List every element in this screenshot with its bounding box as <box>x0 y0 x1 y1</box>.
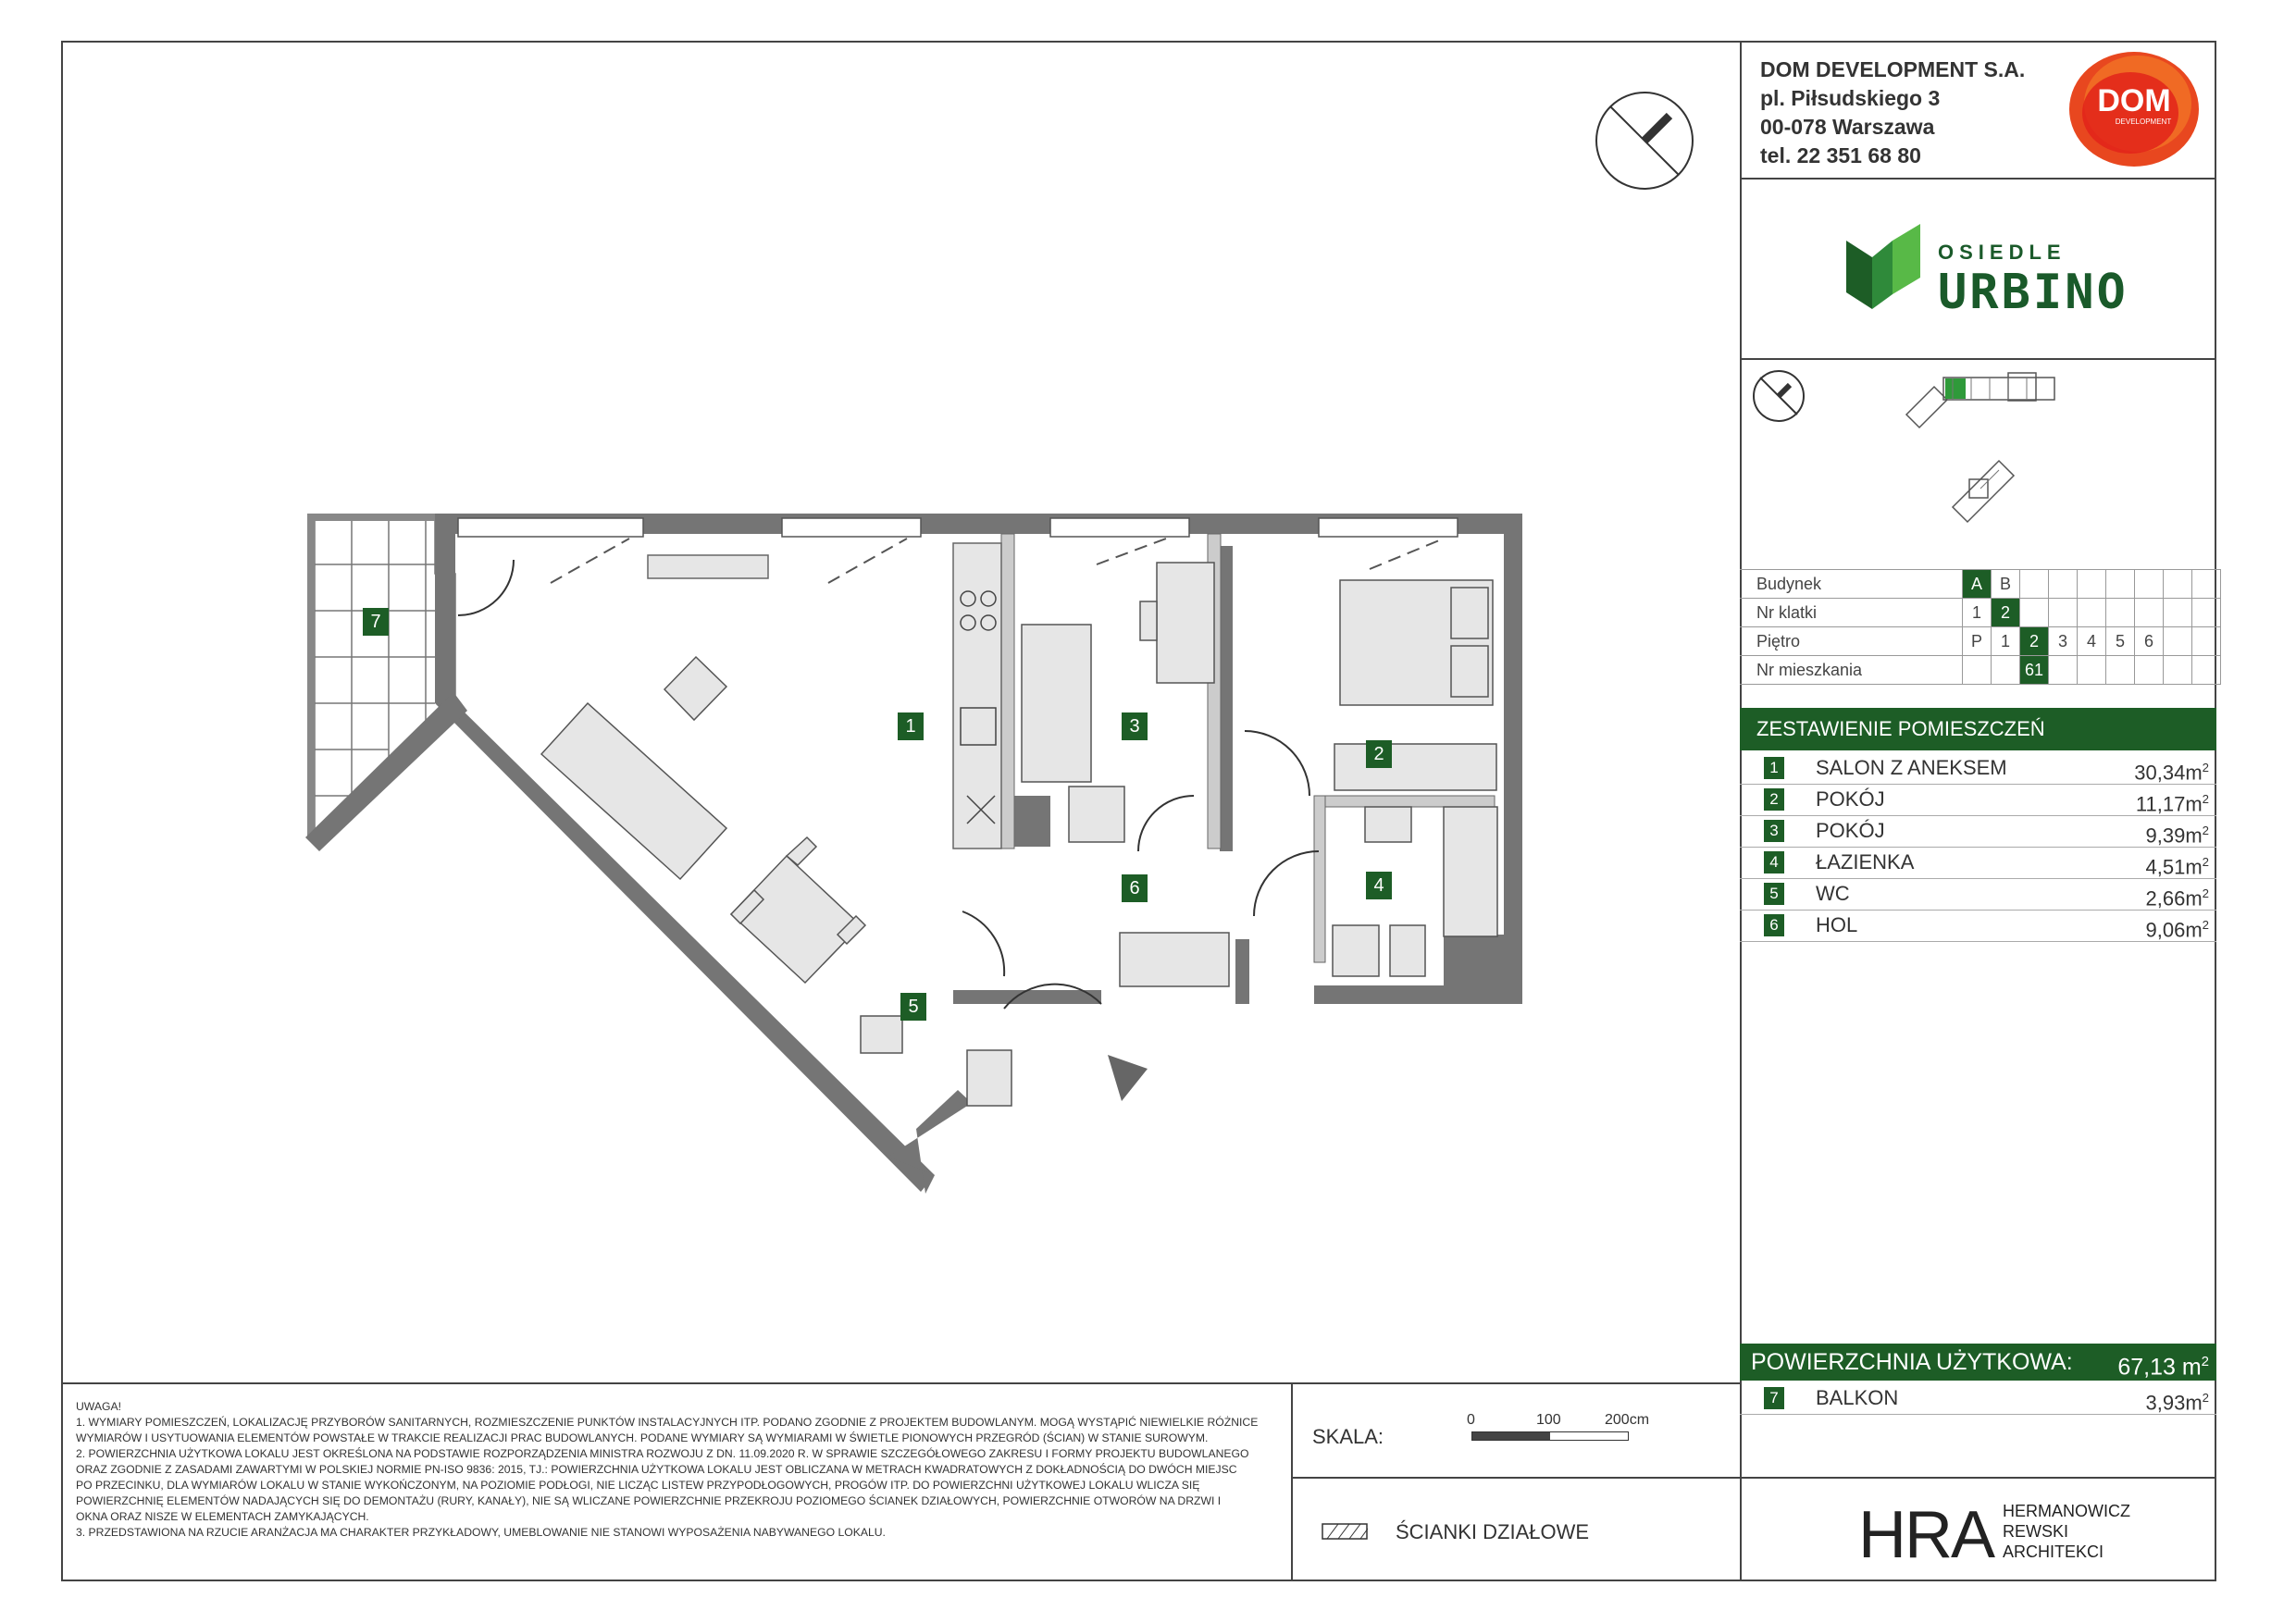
info-cell <box>1992 656 2020 685</box>
room-number: 6 <box>1764 914 1784 936</box>
balcony-area <box>315 518 455 837</box>
company-address2: 00-078 Warszawa <box>1760 115 1935 139</box>
room-area: $4,51m^2$ <box>2145 855 2209 879</box>
info-cell: B <box>1992 570 2020 599</box>
info-cell <box>2106 570 2135 599</box>
room-name: ŁAZIENKA <box>1816 850 1915 873</box>
usable-area-value: 67,13 $m^2$ <box>2117 1354 2209 1381</box>
scale-tick-0: 0 <box>1467 1412 1475 1428</box>
room-name: HOL <box>1816 913 1858 936</box>
plan-label-6: 6 <box>1122 874 1148 902</box>
info-cell <box>2135 570 2164 599</box>
info-cell <box>2192 599 2221 627</box>
partition-wall-legend-icon <box>1322 1523 1368 1544</box>
info-cell <box>2164 599 2192 627</box>
info-cell <box>2106 656 2135 685</box>
info-cell <box>2020 570 2049 599</box>
note-line: 3. PRZEDSTAWIONA NA RZUCIE ARANŻACJA MA CHARAKTER PRZYKŁADOWY, UMEBLOWANIE NIE STANOWI WYPOSAŻENIA NABYWANEGO LOKALU. <box>76 1526 886 1539</box>
usable-area-label: POWIERZCHNIA UŻYTKOWA: <box>1751 1349 2073 1375</box>
scale-label: SKALA: <box>1312 1425 1384 1448</box>
divider <box>1740 178 2216 180</box>
info-cell <box>2106 599 2135 627</box>
room-area: $11,17m^2$ <box>2135 792 2209 816</box>
info-cell: 2 <box>2020 627 2049 656</box>
company-name: DOM DEVELOPMENT S.A. <box>1760 57 2026 81</box>
info-cell: P <box>1963 627 1992 656</box>
info-cell <box>2164 570 2192 599</box>
plan-label-1: 1 <box>898 712 924 740</box>
info-row <box>1740 656 2221 685</box>
logo-osiedle: OSIEDLE <box>1938 241 2066 264</box>
building-key-plan <box>1897 368 2101 530</box>
room-area: $9,06m^2$ <box>2145 918 2209 942</box>
room-row <box>1740 815 2216 848</box>
compass-small-icon <box>1751 368 1806 428</box>
scale-tick-100: 100 <box>1536 1412 1561 1428</box>
room-row <box>1740 878 2216 911</box>
info-cell <box>2078 570 2106 599</box>
notes-vdivider <box>1291 1382 1293 1581</box>
info-cell <box>1963 656 1992 685</box>
info-cell: 5 <box>2106 627 2135 656</box>
urbino-logo-mark <box>1846 220 1920 314</box>
room-name: POKÓJ <box>1816 819 1885 842</box>
urbino-logo-text <box>1938 241 2128 320</box>
room-name: POKÓJ <box>1816 787 1885 811</box>
info-cell <box>2164 627 2192 656</box>
room-row <box>1740 910 2216 942</box>
info-cell: 3 <box>2049 627 2078 656</box>
info-row-label: Budynek <box>1740 570 1963 599</box>
apartment-info-table <box>1740 569 2221 685</box>
company-address1: pl. Piłsudskiego 3 <box>1760 86 1941 110</box>
info-cell: 1 <box>1963 599 1992 627</box>
note-line: WYMIARÓW I USYTUOWANIA ELEMENTÓW POWSTAŁE W TRAKCIE REALIZACJI PRAC BUDOWLANYCH. PODANE WYMIARY SĄ WYMIARAMI W ŚWIETLE PIONOWYCH PRZEGRÓD (ŚCIAN) W STANIE SUROWYM. <box>76 1431 1209 1444</box>
info-cell: 2 <box>1992 599 2020 627</box>
info-row-label: Nr klatki <box>1740 599 1963 627</box>
plan-label-4: 4 <box>1366 872 1392 899</box>
info-cell <box>2020 599 2049 627</box>
architect-name: HERMANOWICZ REWSKI ARCHITEKCI <box>2003 1502 2130 1561</box>
info-cell <box>2078 656 2106 685</box>
plan-label-5: 5 <box>900 993 926 1021</box>
info-cell <box>2135 599 2164 627</box>
note-line: PO PRZECINKU, DLA WYMIARÓW LOKALU W STANIE WYKOŃCZONYM, NA POZIOMIE PODŁOGI, NIE LICZĄC LISTEW PRZYPODŁOGOWYCH, PROGÓW ITP. DO POWIERZCHNI UŻYTKOWEJ LOKALU WLICZA SIĘ <box>76 1479 1200 1492</box>
info-cell <box>2192 656 2221 685</box>
info-cell <box>2192 570 2221 599</box>
note-line: UWAGA! <box>76 1400 121 1413</box>
info-row <box>1740 570 2221 599</box>
plan-label-3: 3 <box>1122 712 1148 740</box>
balcony-name: BALKON <box>1816 1386 1899 1409</box>
plan-label-7: 7 <box>363 608 389 636</box>
room-number: 2 <box>1764 788 1784 811</box>
divider <box>1740 1477 2216 1479</box>
info-cell: 61 <box>2020 656 2049 685</box>
info-cell <box>2049 570 2078 599</box>
dom-logo <box>2066 48 2203 168</box>
room-row <box>1740 752 2216 785</box>
info-cell <box>2049 599 2078 627</box>
info-row-label: Nr mieszkania <box>1740 656 1963 685</box>
info-row <box>1740 627 2221 656</box>
room-row <box>1740 784 2216 816</box>
legend-label: ŚCIANKI DZIAŁOWE <box>1396 1520 1590 1543</box>
info-cell: 6 <box>2135 627 2164 656</box>
notes-block <box>76 1399 1279 1541</box>
balcony-row <box>1740 1382 2216 1415</box>
room-number: 5 <box>1764 883 1784 905</box>
architect-logo: HRA <box>1858 1498 1994 1572</box>
info-cell <box>2078 599 2106 627</box>
info-cell <box>2164 656 2192 685</box>
info-cell: A <box>1963 570 1992 599</box>
logo-urbino: URBINO <box>1938 265 2128 320</box>
dom-logo-text: DOM <box>2097 83 2171 118</box>
company-info <box>1760 56 2025 170</box>
room-row <box>1740 847 2216 879</box>
room-name: SALON Z ANEKSEM <box>1816 756 2007 779</box>
room-area: $2,66m^2$ <box>2145 886 2209 911</box>
balcony-number: 7 <box>1764 1387 1784 1409</box>
info-cell <box>2049 656 2078 685</box>
room-number: 3 <box>1764 820 1784 842</box>
info-row-label: Piętro <box>1740 627 1963 656</box>
note-line: POWIERZCHNIĘ ELEMENTÓW NADAJĄCYCH SIĘ DO DEMONTAŻU (RURY, KANAŁY), NIE SĄ WLICZANE POWIERZCHNIE PRZEKROJU POZIOMEGO ŚCIANEK DZIAŁOWYCH, POWIERZCHNIE OTWORÓW NA DRZWI I <box>76 1494 1222 1507</box>
note-line: OKNA ORAZ NISZE W ELEMENTACH ZAMYKAJĄCYCH. <box>76 1510 369 1523</box>
plan-label-2: 2 <box>1366 740 1392 768</box>
info-cell: 1 <box>1992 627 2020 656</box>
room-number: 1 <box>1764 757 1784 779</box>
scale-divider <box>1292 1477 1740 1479</box>
note-line: ORAZ ZGODNIE Z ZASADAMI ZAWARTYMI W POLSKIEJ NORMIE PN-ISO 9836: 2015, TJ.: POWIERZCHNIA UŻYTKOWA LOKALU JEST OBLICZANA W METRACH KWADRATOWYCH Z DOKŁADNOŚCIĄ DO DWÓCH MIEJSC <box>76 1463 1237 1476</box>
note-line: 2. POWIERZCHNIA UŻYTKOWA LOKALU JEST OKREŚLONA NA PODSTAWIE ROZPORZĄDZENIA MINISTRA ROZWOJU Z DN. 11.09.2020 R. W SPRAWIE SZCZEGÓŁOWEGO ZAKRESU I FORMY PROJEKTU BUDOWLANEGO <box>76 1447 1249 1460</box>
room-area: $30,34m^2$ <box>2134 761 2209 785</box>
divider <box>1740 358 2216 360</box>
room-number: 4 <box>1764 851 1784 873</box>
info-cell <box>2135 656 2164 685</box>
rooms-header: ZESTAWIENIE POMIESZCZEŃ <box>1740 708 2216 750</box>
scale-tick-200: 200cm <box>1605 1412 1650 1428</box>
scale-bar <box>1471 1431 1629 1441</box>
info-row <box>1740 599 2221 627</box>
info-cell: 4 <box>2078 627 2106 656</box>
usable-area-banner <box>1740 1344 2216 1381</box>
room-area: $9,39m^2$ <box>2145 824 2209 848</box>
note-line: 1. WYMIARY POMIESZCZEŃ, LOKALIZACJĘ PRZYBORÓW SANITARNYCH, ROZMIESZCZENIE PUNKTÓW INSTALACYJNYCH ITP. PODANO ZGODNIE Z PROJEKTEM BUDOWLANYM. MOGĄ WYSTĄPIĆ NIEWIELKIE RÓŻNICE <box>76 1416 1259 1429</box>
room-name: WC <box>1816 882 1850 905</box>
info-cell <box>2192 627 2221 656</box>
company-phone: tel. 22 351 68 80 <box>1760 143 1921 167</box>
dom-logo-sub: DEVELOPMENT <box>2115 118 2172 126</box>
balcony-area: $3,93m^2$ <box>2145 1391 2209 1415</box>
compass-icon <box>1596 93 1693 189</box>
